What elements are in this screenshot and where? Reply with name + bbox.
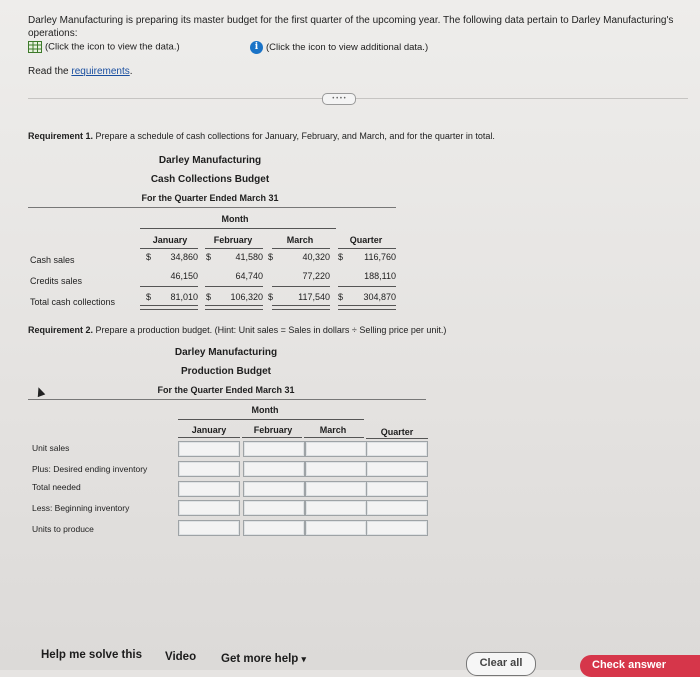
row-label-credit-sales: Credits sales: [30, 276, 83, 286]
credit-sales-january: 46,150: [170, 271, 198, 281]
req1-total-double-rule: [140, 305, 198, 310]
data-link-label: (Click the icon to view the data.): [45, 41, 180, 53]
req1-total-double-rule: [272, 305, 330, 310]
read-suffix: .: [129, 66, 133, 77]
additional-link-label: (Click the icon to view additional data.): [266, 42, 429, 54]
req1-col-rule: [140, 248, 198, 249]
data-link[interactable]: [28, 41, 180, 53]
info-icon: i: [250, 41, 263, 54]
req2-col-march: March: [319, 425, 347, 435]
req2-col-rule: [178, 437, 240, 438]
req1-heading: [28, 131, 495, 141]
row-label-beginning-inventory: Less: Beginning inventory: [32, 503, 130, 513]
total-january: 81,010: [170, 292, 198, 302]
total-needed-march-input[interactable]: [305, 481, 367, 497]
ending-inventory-february-input[interactable]: [243, 461, 305, 477]
req1-month-header: Month: [221, 214, 249, 224]
pointer-icon: [35, 386, 46, 397]
row-label-cash-sales: Cash sales: [30, 255, 75, 265]
currency-sign: $: [206, 292, 212, 302]
help-me-solve-button[interactable]: Help me solve this: [41, 649, 142, 661]
total-needed-quarter-input[interactable]: [366, 481, 428, 497]
req2-month-rule: [178, 419, 364, 420]
collapse-toggle[interactable]: • • • •: [322, 93, 356, 105]
read-prefix: Read the: [28, 66, 72, 77]
total-needed-january-input[interactable]: [178, 481, 240, 497]
row-label-total-collections: Total cash collections: [30, 297, 116, 307]
req2-month-header: Month: [251, 405, 279, 415]
currency-sign: $: [338, 252, 344, 262]
currency-sign: $: [146, 252, 152, 262]
units-to-produce-quarter-input[interactable]: [366, 520, 428, 536]
req1-total-double-rule: [205, 305, 263, 310]
currency-sign: $: [338, 292, 344, 302]
unit-sales-january-input[interactable]: [178, 441, 240, 457]
req1-title: Cash Collections Budget: [150, 174, 270, 185]
req1-col-rule: [338, 248, 396, 249]
ending-inventory-march-input[interactable]: [305, 461, 367, 477]
req2-col-rule: [304, 437, 364, 438]
get-more-help-button[interactable]: [221, 653, 306, 665]
cash-sales-february: 41,580: [235, 252, 263, 262]
req2-label: Requirement 2.: [28, 325, 94, 335]
currency-sign: $: [268, 292, 274, 302]
units-to-produce-january-input[interactable]: [178, 520, 240, 536]
req1-text: Prepare a schedule of cash collections for January, February, and March, and for the quarter in total.: [93, 131, 495, 141]
beginning-inventory-february-input[interactable]: [243, 500, 305, 516]
req1-total-double-rule: [338, 305, 396, 310]
req2-col-january: January: [191, 425, 227, 435]
req1-col-january: January: [152, 235, 188, 245]
req2-col-quarter: Quarter: [380, 427, 414, 437]
ending-inventory-january-input[interactable]: [178, 461, 240, 477]
req1-subtotal-rule: [338, 286, 396, 287]
cash-sales-quarter: 116,760: [364, 252, 396, 262]
req2-company: Darley Manufacturing: [174, 347, 278, 358]
ending-inventory-quarter-input[interactable]: [366, 461, 428, 477]
req1-col-march: March: [286, 235, 314, 245]
req1-col-rule: [205, 248, 263, 249]
table-icon: [28, 41, 42, 53]
beginning-inventory-quarter-input[interactable]: [366, 500, 428, 516]
clear-all-button[interactable]: Clear all: [466, 652, 536, 676]
section-divider: [28, 98, 688, 99]
total-march: 117,540: [298, 292, 330, 302]
credit-sales-march: 77,220: [302, 271, 330, 281]
req1-col-quarter: Quarter: [349, 235, 383, 245]
req1-company: Darley Manufacturing: [158, 155, 262, 166]
unit-sales-february-input[interactable]: [243, 441, 305, 457]
req2-col-february: February: [253, 425, 293, 435]
beginning-inventory-march-input[interactable]: [305, 500, 367, 516]
chevron-down-icon: ▾: [301, 654, 307, 664]
req2-col-rule: [366, 438, 428, 439]
req1-col-february: February: [213, 235, 253, 245]
req1-month-rule: [140, 228, 336, 229]
get-more-help-label: Get more help: [221, 653, 299, 665]
units-to-produce-february-input[interactable]: [243, 520, 305, 536]
req1-label: Requirement 1.: [28, 131, 94, 141]
currency-sign: $: [268, 252, 274, 262]
row-label-unit-sales: Unit sales: [32, 443, 70, 453]
req2-period: For the Quarter Ended March 31: [157, 385, 295, 395]
row-label-units-to-produce: Units to produce: [32, 524, 94, 534]
req2-title-rule: [28, 399, 426, 400]
req1-col-rule: [272, 248, 330, 249]
req1-subtotal-rule: [272, 286, 330, 287]
req1-period: For the Quarter Ended March 31: [141, 193, 279, 203]
intro-text: Darley Manufacturing is preparing its master budget for the first quarter of the upcoming year. The following data pertain to Darley Manufacturing's operations:: [28, 15, 674, 39]
credit-sales-february: 64,740: [235, 271, 263, 281]
beginning-inventory-january-input[interactable]: [178, 500, 240, 516]
read-requirements: [28, 66, 133, 77]
req2-heading: [28, 325, 446, 335]
additional-data-link[interactable]: [250, 41, 428, 54]
req1-subtotal-rule: [140, 286, 198, 287]
unit-sales-march-input[interactable]: [305, 441, 367, 457]
total-february: 106,320: [230, 292, 263, 302]
cash-sales-march: 40,320: [302, 252, 330, 262]
row-label-total-needed: Total needed: [32, 482, 81, 492]
req2-text: Prepare a production budget. (Hint: Unit sales = Sales in dollars ÷ Selling price per unit.): [93, 325, 447, 335]
req2-col-rule: [242, 437, 302, 438]
video-button[interactable]: Video: [165, 651, 197, 663]
cash-sales-january: 34,860: [170, 252, 198, 262]
req2-title: Production Budget: [181, 366, 271, 377]
req1-subtotal-rule: [205, 286, 263, 287]
total-needed-february-input[interactable]: [243, 481, 305, 497]
unit-sales-quarter-input[interactable]: [366, 441, 428, 457]
check-answer-button[interactable]: Check answer: [580, 655, 700, 677]
row-label-ending-inventory: Plus: Desired ending inventory: [32, 464, 148, 474]
units-to-produce-march-input[interactable]: [305, 520, 367, 536]
currency-sign: $: [146, 292, 152, 302]
total-quarter: 304,870: [363, 292, 396, 302]
requirements-link[interactable]: requirements: [71, 66, 130, 77]
credit-sales-quarter: 188,110: [364, 271, 396, 281]
req1-title-rule: [28, 207, 396, 208]
currency-sign: $: [206, 252, 212, 262]
